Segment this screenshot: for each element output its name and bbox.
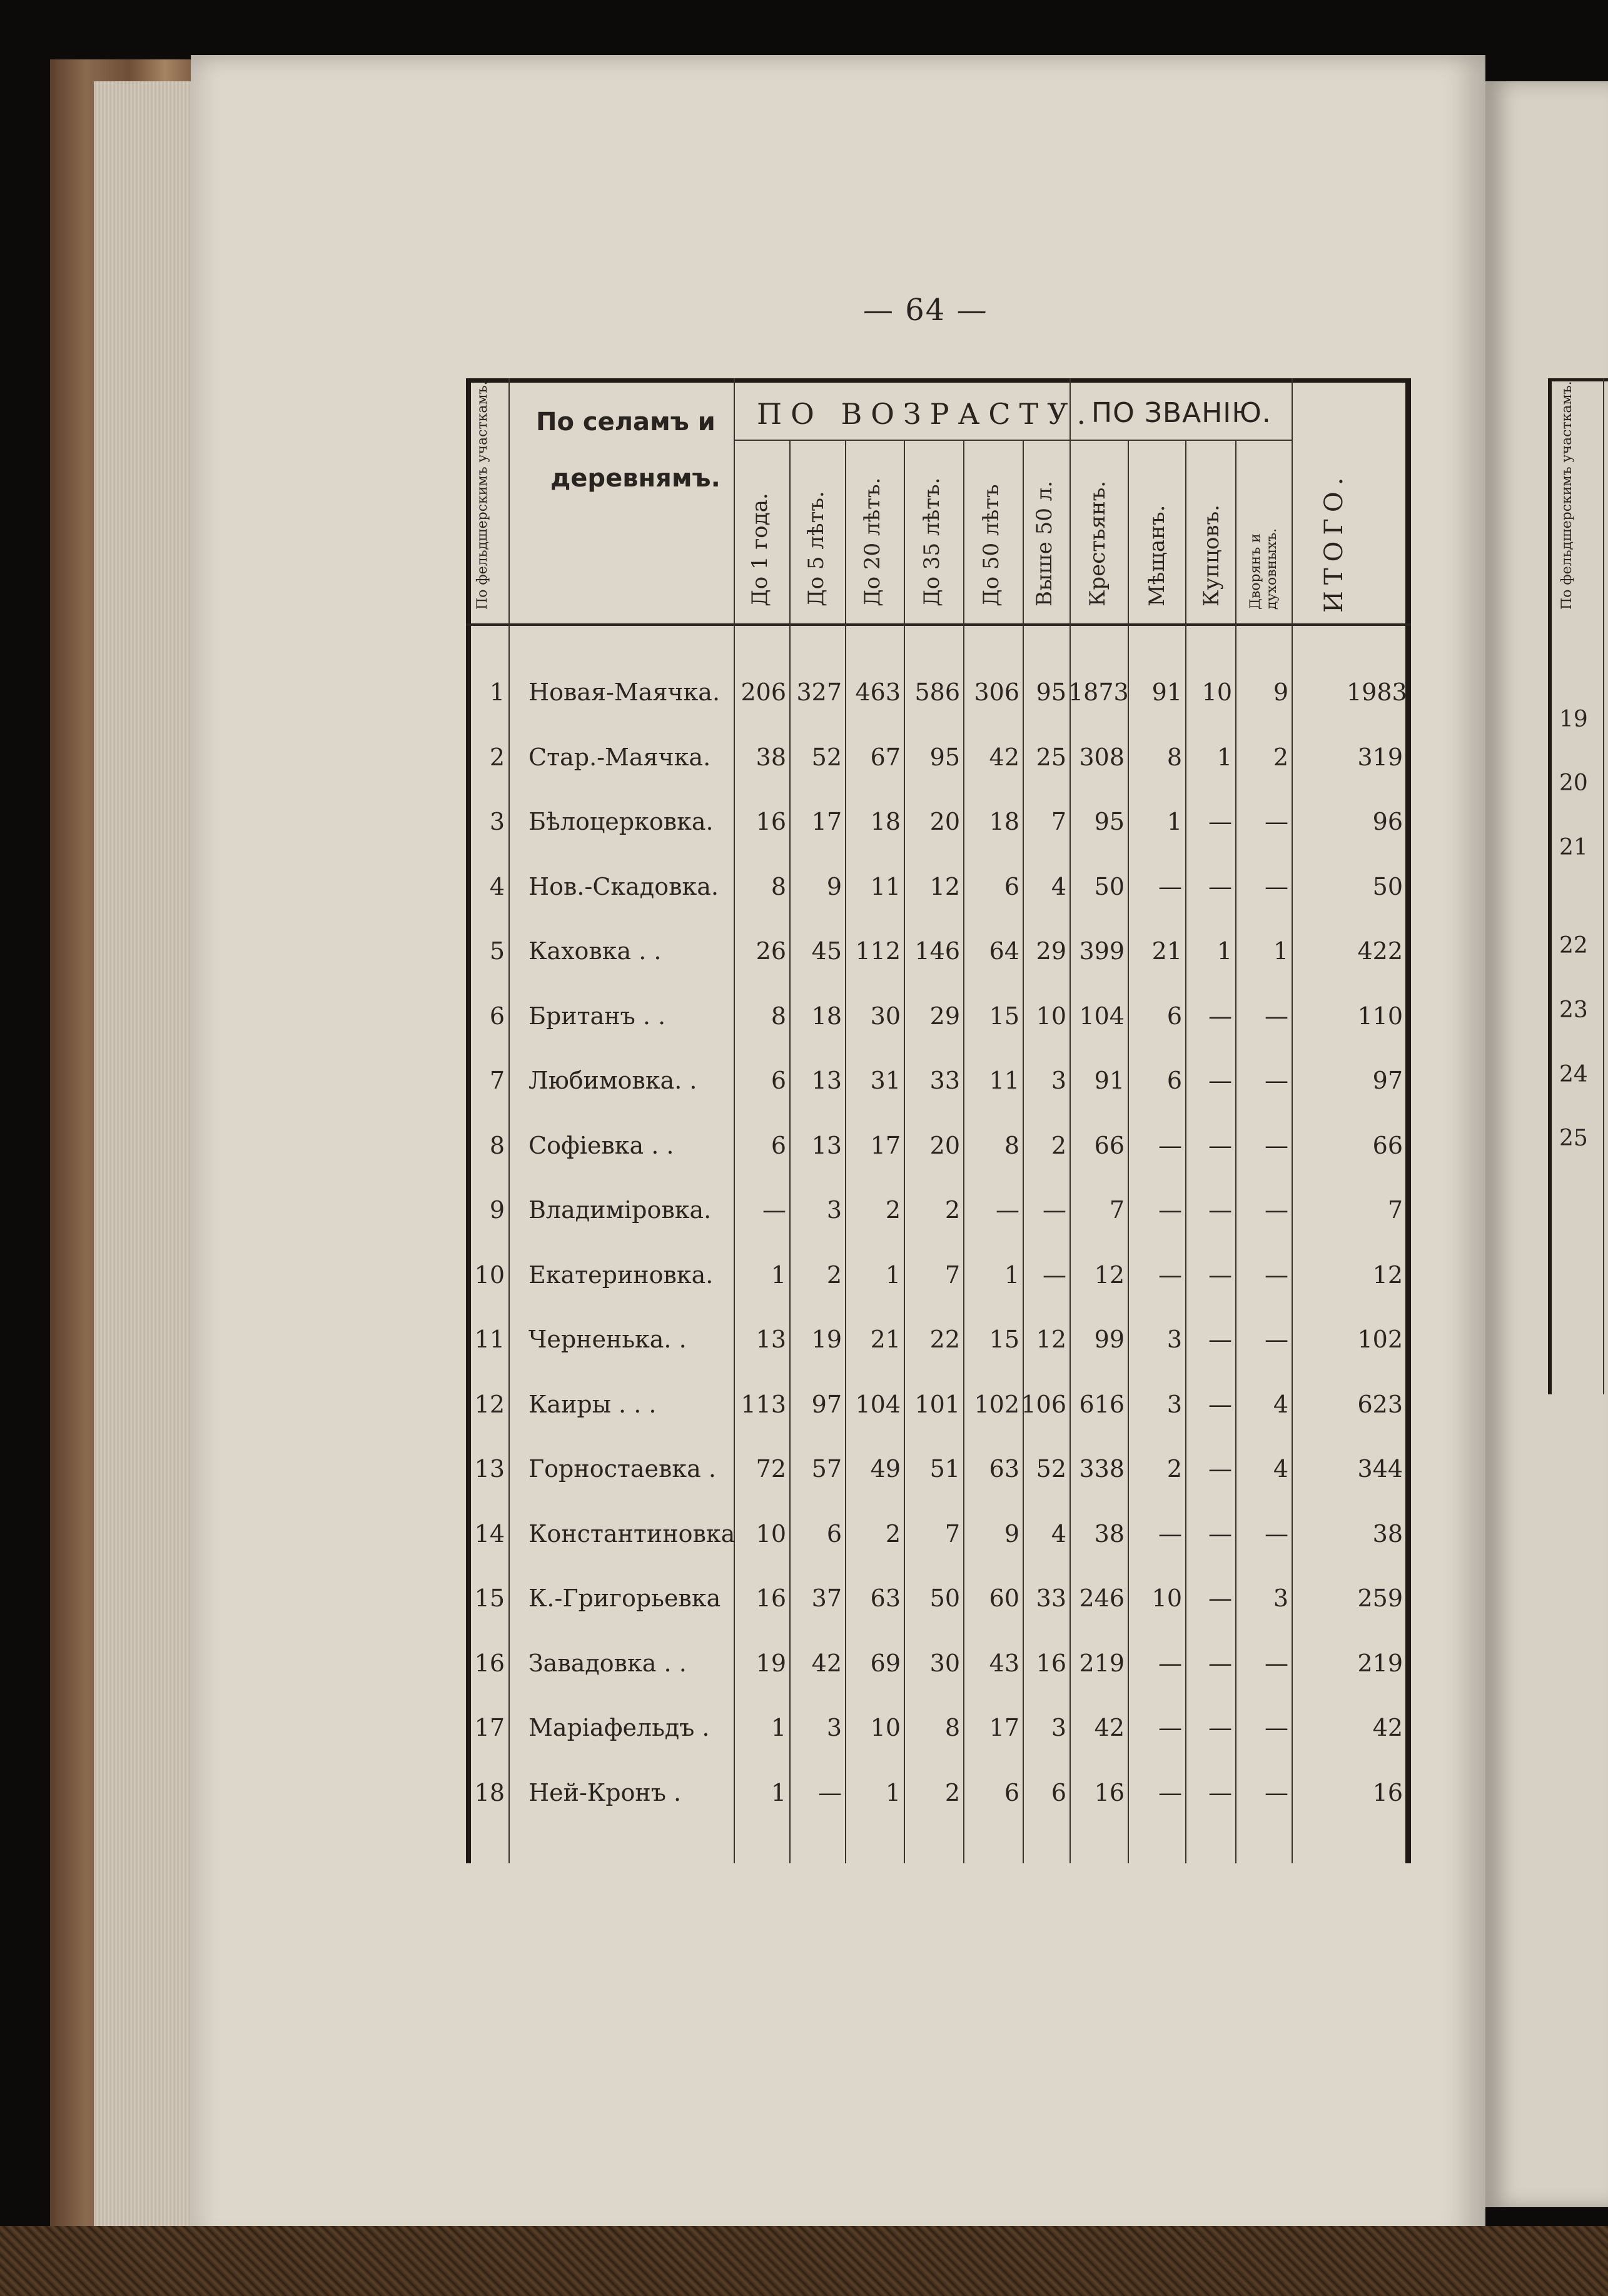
row-index: 4: [489, 872, 505, 900]
value-cell: 306: [974, 678, 1019, 706]
value-cell: —: [1265, 1519, 1288, 1548]
value-cell: 18: [811, 1002, 842, 1030]
value-cell: 1: [1273, 937, 1288, 965]
value-cell: 112: [855, 937, 901, 965]
value-cell: 10: [870, 1714, 901, 1741]
col-header-rank-1: Крестьянъ.: [1085, 480, 1110, 607]
value-cell: 11: [870, 872, 901, 900]
table-row: [466, 1179, 1411, 1244]
facing-table-top-border: [1548, 378, 1608, 381]
village-name: Каиры . . .: [528, 1390, 657, 1418]
value-cell: —: [1208, 1196, 1232, 1224]
value-cell: —: [1265, 1196, 1288, 1224]
value-cell: 12: [929, 872, 960, 900]
value-cell: 8: [771, 872, 786, 900]
value-cell: —: [1158, 1131, 1182, 1159]
value-cell: 67: [870, 743, 901, 771]
col-header-age-3: До 20 лѣтъ.: [860, 477, 885, 607]
col-header-villages-2: деревнямъ.: [550, 464, 721, 493]
value-cell: 2: [1273, 743, 1288, 771]
value-cell: —: [1208, 1261, 1232, 1289]
value-cell: 38: [756, 743, 786, 771]
row-index: 8: [489, 1131, 505, 1159]
value-cell: —: [1158, 1714, 1182, 1741]
value-cell: 338: [1079, 1455, 1125, 1483]
table-row: [466, 1244, 1411, 1309]
facing-row-index: 19: [1559, 707, 1588, 732]
table-row: [466, 1114, 1411, 1179]
facing-row-index: 24: [1559, 1062, 1588, 1087]
value-cell: 8: [771, 1002, 786, 1030]
value-cell: 63: [989, 1455, 1019, 1483]
value-cell: 52: [1036, 1455, 1066, 1483]
value-cell: 219: [1079, 1649, 1125, 1677]
value-cell: 2: [885, 1519, 901, 1548]
value-cell: 38: [1372, 1519, 1403, 1548]
row-index: 3: [489, 808, 505, 835]
table-row: [466, 726, 1411, 791]
value-cell: 12: [1372, 1261, 1403, 1289]
value-cell: 21: [870, 1326, 901, 1353]
value-cell: 1873: [1068, 678, 1129, 706]
value-cell: 18: [870, 808, 901, 835]
value-cell: 308: [1079, 743, 1125, 771]
facing-row-index: 23: [1559, 997, 1588, 1023]
value-cell: 13: [811, 1131, 842, 1159]
value-cell: 16: [1094, 1778, 1125, 1806]
value-cell: 18: [989, 808, 1019, 835]
table-row: [466, 790, 1411, 855]
value-cell: 17: [870, 1131, 901, 1159]
header-rule: [466, 623, 1411, 626]
value-cell: —: [1158, 1261, 1182, 1289]
row-index: 15: [474, 1584, 505, 1612]
value-cell: 106: [1021, 1390, 1066, 1418]
value-cell: 2: [826, 1261, 842, 1289]
row-index: 14: [474, 1519, 505, 1548]
value-cell: 4: [1051, 1519, 1066, 1548]
value-cell: 6: [826, 1519, 842, 1548]
value-cell: —: [1265, 1067, 1288, 1094]
value-cell: 7: [944, 1519, 960, 1548]
value-cell: 623: [1357, 1390, 1403, 1418]
value-cell: —: [1158, 1196, 1182, 1224]
value-cell: 91: [1151, 678, 1182, 706]
value-cell: 102: [974, 1390, 1019, 1418]
table-row: [466, 1503, 1411, 1568]
col-header-age-5: До 50 лѣтъ: [979, 484, 1004, 607]
value-cell: 37: [811, 1584, 842, 1612]
value-cell: 3: [1051, 1067, 1066, 1094]
value-cell: —: [1265, 872, 1288, 900]
value-cell: 42: [1094, 1714, 1125, 1741]
table-row: [466, 985, 1411, 1050]
value-cell: 49: [870, 1455, 901, 1483]
value-cell: 30: [929, 1649, 960, 1677]
value-cell: 3: [1051, 1714, 1066, 1741]
value-cell: —: [1265, 1261, 1288, 1289]
value-cell: 29: [1036, 937, 1066, 965]
value-cell: —: [1158, 1649, 1182, 1677]
table-row: [466, 1438, 1411, 1503]
row-index: 1: [489, 678, 505, 706]
value-cell: —: [1265, 1714, 1288, 1741]
village-name: Екатериновка.: [528, 1261, 714, 1289]
value-cell: 63: [870, 1584, 901, 1612]
facing-col-header-index: По фельдшерскимъ участкамъ.: [1559, 381, 1575, 610]
value-cell: 26: [756, 937, 786, 965]
value-cell: 10: [1151, 1584, 1182, 1612]
value-cell: —: [1265, 1002, 1288, 1030]
value-cell: 6: [771, 1131, 786, 1159]
value-cell: —: [1043, 1261, 1066, 1289]
row-index: 16: [474, 1649, 505, 1677]
col-header-rank-2: Мѣщанъ.: [1145, 505, 1170, 607]
value-cell: 11: [989, 1067, 1019, 1094]
value-cell: 33: [929, 1067, 960, 1094]
value-cell: 104: [1079, 1002, 1125, 1030]
village-name: Новая-Маячка.: [528, 678, 721, 706]
village-name: Британъ . .: [528, 1002, 666, 1030]
value-cell: 38: [1094, 1519, 1125, 1548]
value-cell: —: [1265, 1778, 1288, 1806]
value-cell: 463: [855, 678, 901, 706]
value-cell: 16: [1036, 1649, 1066, 1677]
facing-row-index: 25: [1559, 1125, 1588, 1151]
row-index: 11: [474, 1326, 505, 1353]
value-cell: 13: [811, 1067, 842, 1094]
value-cell: 102: [1357, 1326, 1403, 1353]
col-header-villages-1: По селамъ и: [536, 408, 716, 436]
value-cell: 7: [1109, 1196, 1125, 1224]
value-cell: 9: [1004, 1519, 1019, 1548]
value-cell: 2: [1166, 1455, 1182, 1483]
value-cell: —: [996, 1196, 1019, 1224]
value-cell: —: [1208, 1067, 1232, 1094]
value-cell: —: [1208, 1519, 1232, 1548]
value-cell: —: [1208, 1778, 1232, 1806]
value-cell: 19: [756, 1649, 786, 1677]
value-cell: 1: [771, 1261, 786, 1289]
value-cell: —: [1208, 1390, 1232, 1418]
table-row: [466, 1567, 1411, 1632]
value-cell: 10: [1201, 678, 1232, 706]
value-cell: 33: [1036, 1584, 1066, 1612]
value-cell: 95: [929, 743, 960, 771]
value-cell: 1: [1166, 808, 1182, 835]
value-cell: 12: [1094, 1261, 1125, 1289]
value-cell: 146: [914, 937, 960, 965]
value-cell: 3: [1166, 1390, 1182, 1418]
value-cell: 31: [870, 1067, 901, 1094]
value-cell: —: [1265, 1649, 1288, 1677]
value-cell: 42: [811, 1649, 842, 1677]
value-cell: 104: [855, 1390, 901, 1418]
value-cell: 42: [1372, 1714, 1403, 1741]
value-cell: 50: [1094, 872, 1125, 900]
col-header-total: ИТОГО.: [1320, 471, 1348, 613]
value-cell: 95: [1094, 808, 1125, 835]
value-cell: 113: [741, 1390, 786, 1418]
village-name: Стар.-Маячка.: [528, 743, 711, 771]
value-cell: 1: [885, 1261, 901, 1289]
facing-row-index: 20: [1559, 770, 1588, 796]
table-row: [466, 1632, 1411, 1697]
value-cell: 45: [811, 937, 842, 965]
value-cell: 7: [1387, 1196, 1403, 1224]
village-name: Каховка . .: [528, 937, 662, 965]
row-index: 13: [474, 1455, 505, 1483]
table-top-border: [466, 378, 1411, 383]
value-cell: 8: [1166, 743, 1182, 771]
value-cell: 21: [1151, 937, 1182, 965]
value-cell: 72: [756, 1455, 786, 1483]
value-cell: 57: [811, 1455, 842, 1483]
value-cell: 97: [1372, 1067, 1403, 1094]
value-cell: —: [1043, 1196, 1066, 1224]
value-cell: —: [1265, 808, 1288, 835]
value-cell: 64: [989, 937, 1019, 965]
value-cell: 15: [989, 1326, 1019, 1353]
value-cell: 2: [885, 1196, 901, 1224]
value-cell: 20: [929, 1131, 960, 1159]
value-cell: 52: [811, 743, 842, 771]
col-header-index: По фельдшерскимъ участкамъ.: [475, 381, 490, 610]
value-cell: 69: [870, 1649, 901, 1677]
table-row: [466, 1696, 1411, 1761]
table-row: [466, 920, 1411, 985]
col-header-rank-4: Дворянъ и духовныхъ.: [1248, 528, 1280, 610]
page-number: — 64 —: [863, 293, 988, 328]
group-rule: [734, 440, 1292, 441]
value-cell: 2: [944, 1778, 960, 1806]
value-cell: 1: [1004, 1261, 1019, 1289]
value-cell: —: [1208, 1584, 1232, 1612]
facing-table-left-border: [1548, 378, 1552, 1394]
value-cell: 7: [944, 1261, 960, 1289]
value-cell: 616: [1079, 1390, 1125, 1418]
value-cell: 99: [1094, 1326, 1125, 1353]
village-name: Константиновка: [528, 1519, 736, 1548]
value-cell: 8: [944, 1714, 960, 1741]
col-header-rank-3: Купцовъ.: [1199, 505, 1224, 607]
value-cell: 25: [1036, 743, 1066, 771]
value-cell: 20: [929, 808, 960, 835]
row-index: 5: [489, 937, 505, 965]
facing-row-index: 21: [1559, 835, 1588, 860]
value-cell: 3: [1166, 1326, 1182, 1353]
value-cell: —: [1158, 1778, 1182, 1806]
value-cell: 422: [1357, 937, 1403, 965]
value-cell: 16: [1372, 1778, 1403, 1806]
value-cell: 29: [929, 1002, 960, 1030]
value-cell: 6: [1004, 1778, 1019, 1806]
value-cell: 6: [1166, 1067, 1182, 1094]
table-row: [466, 1373, 1411, 1438]
value-cell: —: [1265, 1326, 1288, 1353]
page-stack-edges: [94, 81, 203, 2232]
value-cell: 327: [796, 678, 842, 706]
value-cell: —: [1208, 1714, 1232, 1741]
table-row: [466, 855, 1411, 920]
value-cell: 95: [1036, 678, 1066, 706]
value-cell: 50: [929, 1584, 960, 1612]
group-header-rank: ПО ЗВАНІЮ.: [1091, 397, 1272, 429]
value-cell: 60: [989, 1584, 1019, 1612]
value-cell: 586: [914, 678, 960, 706]
value-cell: 10: [756, 1519, 786, 1548]
value-cell: 3: [1273, 1584, 1288, 1612]
value-cell: 4: [1273, 1390, 1288, 1418]
row-index: 9: [489, 1196, 505, 1224]
col-header-age-1: До 1 года.: [747, 493, 772, 607]
village-name: Софіевка . .: [528, 1131, 674, 1159]
value-cell: 1: [1216, 743, 1232, 771]
value-cell: 9: [1273, 678, 1288, 706]
value-cell: —: [1265, 1131, 1288, 1159]
value-cell: 1: [1216, 937, 1232, 965]
value-cell: 3: [826, 1196, 842, 1224]
value-cell: 4: [1051, 872, 1066, 900]
village-name: Горностаевка .: [528, 1455, 716, 1483]
value-cell: 30: [870, 1002, 901, 1030]
value-cell: —: [762, 1196, 786, 1224]
value-cell: 10: [1036, 1002, 1066, 1030]
value-cell: —: [1208, 808, 1232, 835]
value-cell: 1983: [1347, 678, 1407, 706]
value-cell: —: [1208, 1649, 1232, 1677]
statistics-table: [466, 378, 1413, 1863]
value-cell: —: [1208, 1002, 1232, 1030]
value-cell: 101: [914, 1390, 960, 1418]
village-name: Любимовка. .: [528, 1067, 697, 1094]
value-cell: —: [1208, 872, 1232, 900]
value-cell: 51: [929, 1455, 960, 1483]
group-header-age: ПО ВОЗРАСТУ.: [757, 397, 1095, 431]
row-index: 17: [474, 1714, 505, 1741]
col-header-age-2: До 5 лѣтъ.: [804, 491, 829, 607]
background-fabric: [0, 2226, 1608, 2296]
value-cell: 50: [1372, 872, 1403, 900]
value-cell: —: [1158, 872, 1182, 900]
village-name: Черненька. .: [528, 1326, 687, 1353]
value-cell: 2: [944, 1196, 960, 1224]
value-cell: 2: [1051, 1131, 1066, 1159]
value-cell: 319: [1357, 743, 1403, 771]
value-cell: 66: [1094, 1131, 1125, 1159]
value-cell: 96: [1372, 808, 1403, 835]
table-row: [466, 1049, 1411, 1114]
value-cell: 1: [771, 1778, 786, 1806]
value-cell: 22: [929, 1326, 960, 1353]
village-name: К.-Григорьевка: [528, 1584, 721, 1612]
value-cell: 6: [771, 1067, 786, 1094]
facing-table-divider: [1603, 378, 1604, 1394]
row-index: 18: [474, 1778, 505, 1806]
value-cell: 91: [1094, 1067, 1125, 1094]
village-name: Ней-Кронъ .: [528, 1778, 682, 1806]
row-index: 7: [489, 1067, 505, 1094]
value-cell: 9: [826, 872, 842, 900]
value-cell: 6: [1166, 1002, 1182, 1030]
value-cell: —: [1208, 1455, 1232, 1483]
row-index: 6: [489, 1002, 505, 1030]
value-cell: 16: [756, 1584, 786, 1612]
value-cell: 97: [811, 1390, 842, 1418]
value-cell: 1: [885, 1778, 901, 1806]
value-cell: 399: [1079, 937, 1125, 965]
value-cell: 17: [989, 1714, 1019, 1741]
value-cell: 4: [1273, 1455, 1288, 1483]
value-cell: —: [1208, 1326, 1232, 1353]
table-row: [466, 1761, 1411, 1826]
row-index: 12: [474, 1390, 505, 1418]
facing-row-index: 22: [1559, 933, 1588, 959]
table-row: [466, 661, 1411, 726]
value-cell: 7: [1051, 808, 1066, 835]
value-cell: 43: [989, 1649, 1019, 1677]
col-header-age-6: Выше 50 л.: [1032, 480, 1057, 607]
facing-page-table: [1548, 378, 1608, 1394]
value-cell: 15: [989, 1002, 1019, 1030]
village-name: Маріафельдъ .: [528, 1714, 710, 1741]
value-cell: 246: [1079, 1584, 1125, 1612]
value-cell: 1: [771, 1714, 786, 1741]
value-cell: 3: [826, 1714, 842, 1741]
value-cell: 206: [741, 678, 786, 706]
row-index: 10: [474, 1261, 505, 1289]
value-cell: 259: [1357, 1584, 1403, 1612]
value-cell: —: [1158, 1519, 1182, 1548]
value-cell: 19: [811, 1326, 842, 1353]
value-cell: 219: [1357, 1649, 1403, 1677]
value-cell: 66: [1372, 1131, 1403, 1159]
village-name: Владиміровка.: [528, 1196, 712, 1224]
village-name: Завадовка . .: [528, 1649, 687, 1677]
value-cell: 16: [756, 808, 786, 835]
table-row: [466, 1308, 1411, 1373]
value-cell: 12: [1036, 1326, 1066, 1353]
value-cell: 6: [1051, 1778, 1066, 1806]
row-index: 2: [489, 743, 505, 771]
value-cell: —: [1208, 1131, 1232, 1159]
village-name: Нов.-Скадовка.: [528, 872, 719, 900]
value-cell: 17: [811, 808, 842, 835]
value-cell: —: [818, 1778, 842, 1806]
value-cell: 344: [1357, 1455, 1403, 1483]
value-cell: 6: [1004, 872, 1019, 900]
value-cell: 110: [1357, 1002, 1403, 1030]
value-cell: 13: [756, 1326, 786, 1353]
value-cell: 42: [989, 743, 1019, 771]
village-name: Бѣлоцерковка.: [528, 808, 714, 835]
col-header-age-4: До 35 лѣтъ.: [919, 477, 944, 607]
value-cell: 8: [1004, 1131, 1019, 1159]
